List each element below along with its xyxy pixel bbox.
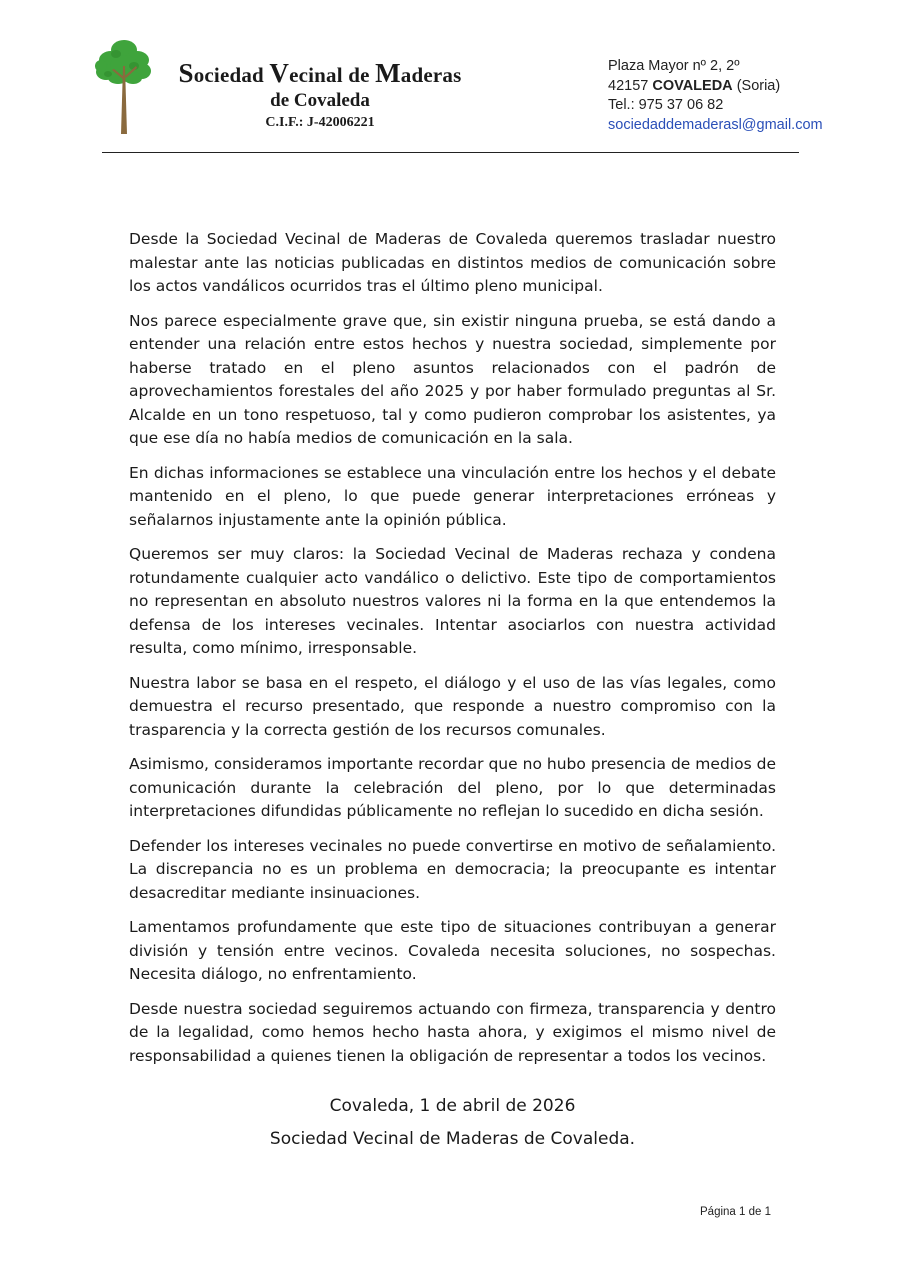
organization-cif: C.I.F.: J-42006221 — [265, 115, 375, 130]
contact-city-line: 42157 COVALEDA (Soria) — [608, 77, 781, 94]
place-date: Covaleda, 1 de abril de 2026 — [329, 1096, 576, 1116]
tree-logo-icon — [94, 36, 152, 136]
letter-body — [129, 228, 776, 1079]
organization-header — [160, 58, 480, 131]
body-paragraph: Queremos ser muy claros: la Sociedad Vecinal de Maderas rechaza y condena rotundamente cualquier acto vandálico o delictivo. Este tipo de comportamientos no representan en absoluto nuestros valores ni la forma en la que entendemos la defensa de los intereses vecinales. Intentar asociarlos con nuestra actividad resulta, como mínimo, irresponsable. — [129, 545, 776, 657]
organization-name: Sociedad Vecinal de Maderas — [178, 58, 462, 88]
signoff-block — [0, 1090, 905, 1156]
contact-phone: Tel.: 975 37 06 82 — [608, 97, 724, 113]
contact-email-link[interactable]: sociedaddemaderasl@gmail.com — [608, 116, 823, 133]
body-paragraph: En dichas informaciones se establece una vinculación entre los hechos y el debate mantenido en el pleno, lo que puede generar interpretaciones erróneas y señalarnos injustamente ante la opinión pública. — [129, 463, 776, 529]
body-paragraph: Asimismo, consideramos importante recordar que no hubo presencia de medios de comunicación durante la celebración del pleno, por lo que determinadas interpretaciones difundidas públicamente no reflejan lo sucedido en dicha sesión. — [129, 755, 776, 820]
page-number: Página 1 de 1 — [700, 1206, 771, 1218]
header-divider — [102, 152, 799, 153]
body-paragraph: Desde nuestra sociedad seguiremos actuando con firmeza, transparencia y dentro de la legalidad, como hemos hecho hasta ahora, y exigimos el mismo nivel de responsabilidad a quienes tienen la obligación de representar a todos los vecinos. — [129, 999, 776, 1065]
body-paragraph: Lamentamos profundamente que este tipo de situaciones contribuyan a generar división y tensión entre vecinos. Covaleda necesita soluciones, no sospechas. Necesita diálogo, no enfrentamiento. — [129, 918, 776, 983]
organization-subtitle: de Covaleda — [270, 90, 370, 111]
contact-block — [608, 57, 823, 135]
body-paragraph: Nos parece especialmente grave que, sin existir ninguna prueba, se está dando a entender una relación entre estos hechos y nuestra sociedad, simplemente por haberse tratado en el pleno asuntos relacionados con el padrón de aprovechamientos forestales del año 2025 y por haber formulado preguntas al Sr. Alcalde en un tono respetuoso, tal y como pudieron comprobar los asistentes, ya que ese día no había medios de comunicación en la sala. — [129, 311, 776, 447]
body-paragraph: Nuestra labor se basa en el respeto, el diálogo y el uso de las vías legales, como demuestra el recurso presentado, que responde a nuestro compromiso con la trasparencia y la correcta gestión de los recursos comunales. — [129, 673, 776, 739]
body-paragraph: Desde la Sociedad Vecinal de Maderas de Covaleda queremos trasladar nuestro malestar ante las noticias publicadas en distintos medios de comunicación sobre los actos vandálicos ocurridos tras el último pleno municipal. — [129, 230, 776, 295]
body-paragraph: Defender los intereses vecinales no puede convertirse en motivo de señalamiento. La discrepancia no es un problema en democracia; la preocupante es intentar desacreditar mediante insinuaciones. — [129, 836, 776, 902]
contact-address: Plaza Mayor nº 2, 2º — [608, 58, 740, 74]
signature: Sociedad Vecinal de Maderas de Covaleda. — [269, 1129, 636, 1149]
